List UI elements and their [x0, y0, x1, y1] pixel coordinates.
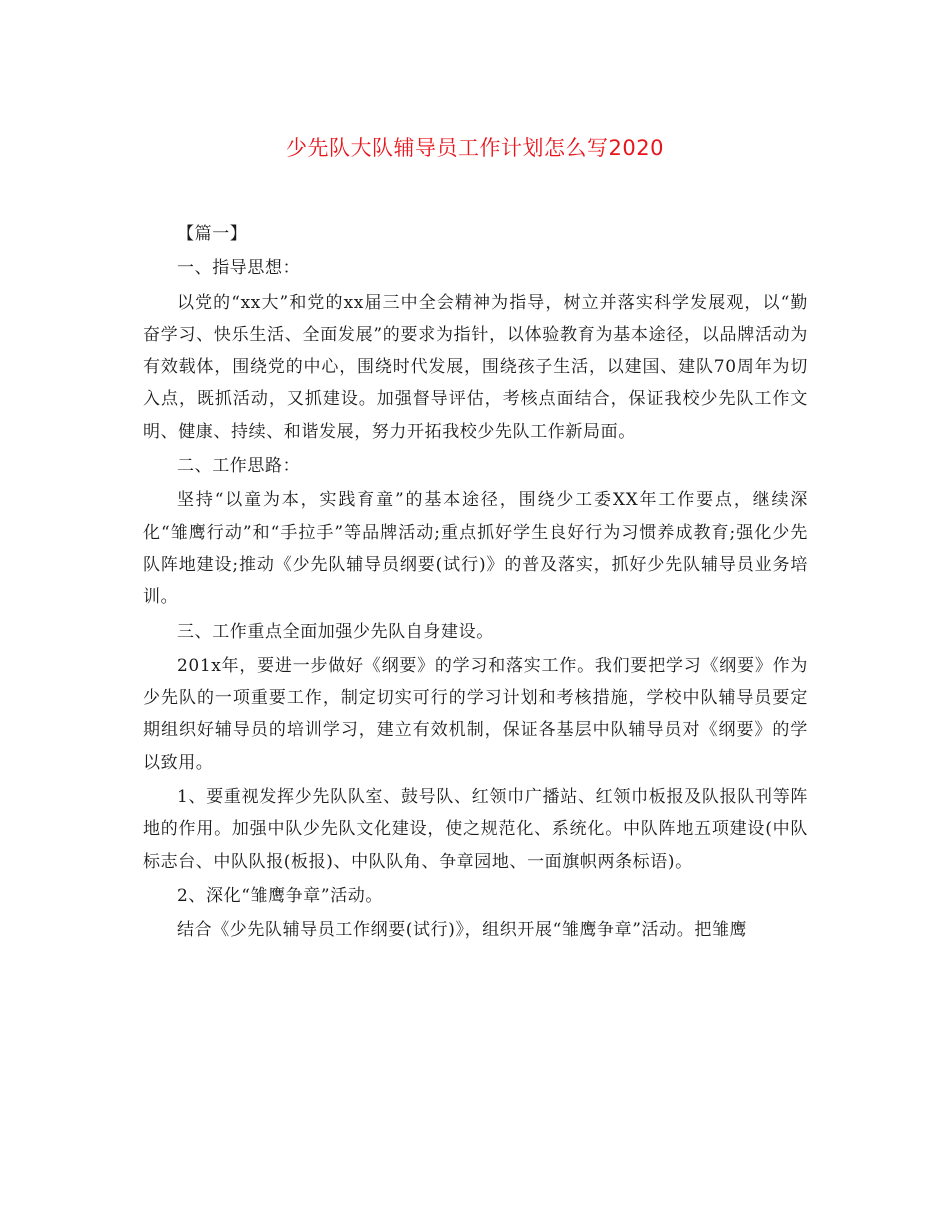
paragraph-guiding-ideology: 以党的“xx大”和党的xx届三中全会精神为指导，树立并落实科学发展观，以“勤奋学习、快乐生活、全面发展”的要求为指针，以体验教育为基本途径，以品牌活动为有效载体，围绕党的中心，围绕时代发展，围绕孩子生活，以建国、建队70周年为切入点，既抓活动，又抓建设。加强督导评估，考核点面结合，保证我校少先队工作文明、健康、持续、和谐发展，努力开拓我校少先队工作新局面。 [143, 292, 808, 442]
document-body [143, 218, 808, 949]
paragraph-outline-study: 201x年，要进一步做好《纲要》的学习和落实工作。我们要把学习《纲要》作为少先队的一项重要工作，制定切实可行的学习计划和考核措施，学校中队辅导员要定期组织好辅导员的培训学习，建立有效机制，保证各基层中队辅导员对《纲要》的学以致用。 [143, 655, 808, 773]
section-label: 【篇一】 [177, 224, 248, 244]
paragraph-item-2: 结合《少先队辅导员工作纲要(试行)》，组织开展“雏鹰争章”活动。把雏鹰 [177, 920, 748, 941]
heading-work-approach: 二、工作思路： [177, 456, 301, 477]
heading-item-2: 2、深化“雏鹰争章”活动。 [177, 885, 383, 906]
paragraph-item-1: 1、要重视发挥少先队队室、鼓号队、红领巾广播站、红领巾板报及队报队刊等阵地的作用。加强中队少先队文化建设，使之规范化、系统化。中队阵地五项建设(中队标志台、中队队报(板报)、中队队角、争章园地、一面旗帜两条标语)。 [143, 787, 808, 872]
heading-guiding-ideology: 一、指导思想： [177, 258, 301, 279]
document-title: 少先队大队辅导员工作计划怎么写2020 [286, 136, 664, 160]
paragraph-work-approach: 坚持“以童为本，实践育童”的基本途径，围绕少工委XX年工作要点，继续深化“雏鹰行动”和“手拉手”等品牌活动;重点抓好学生良好行为习惯养成教育;强化少先队阵地建设;推动《少先队辅导员纲要(试行)》的普及落实，抓好少先队辅导员业务培训。 [143, 490, 808, 608]
heading-work-focus: 三、工作重点全面加强少先队自身建设。 [177, 621, 494, 642]
